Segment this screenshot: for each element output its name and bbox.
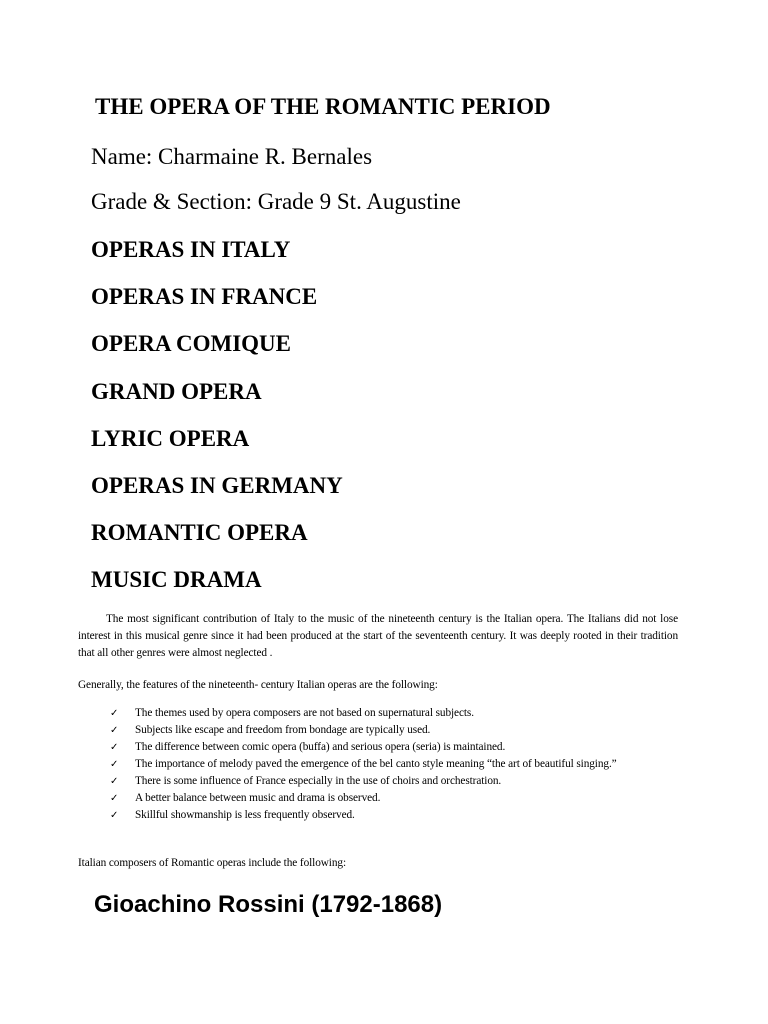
- features-intro: Generally, the features of the nineteenth- century Italian operas are the following:: [78, 679, 438, 691]
- composer-heading: Gioachino Rossini (1792-1868): [94, 891, 443, 918]
- feature-text: Skillful showmanship is less frequently observed.: [135, 809, 355, 821]
- feature-item: [110, 722, 678, 739]
- feature-item: [110, 756, 678, 773]
- feature-text: The themes used by opera composers are not based on supernatural subjects.: [135, 707, 474, 719]
- feature-text: Subjects like escape and freedom from bondage are typically used.: [135, 724, 431, 736]
- feature-text: A better balance between music and drama is observed.: [135, 792, 381, 804]
- topic-heading: LYRIC OPERA: [91, 425, 250, 451]
- checkmark-icon: ✓: [110, 759, 119, 770]
- feature-text: There is some influence of France especially in the use of choirs and orchestration.: [135, 775, 502, 787]
- topic-heading: ROMANTIC OPERA: [91, 520, 308, 546]
- grade-section: Grade & Section: Grade 9 St. Augustine: [91, 189, 461, 214]
- topic-heading: OPERAS IN ITALY: [91, 237, 291, 262]
- feature-text: The difference between comic opera (buffa) and serious opera (seria) is maintained.: [135, 741, 506, 753]
- feature-item: [110, 705, 678, 722]
- feature-item: [110, 773, 678, 790]
- topic-heading: OPERA COMIQUE: [91, 331, 291, 357]
- feature-item: [110, 790, 678, 807]
- topic-heading: MUSIC DRAMA: [91, 567, 262, 593]
- topic-heading: OPERAS IN GERMANY: [91, 472, 343, 498]
- checkmark-icon: ✓: [110, 810, 119, 821]
- feature-item: [110, 807, 678, 824]
- checkmark-icon: ✓: [110, 725, 119, 736]
- checkmark-icon: ✓: [110, 793, 119, 804]
- checkmark-icon: ✓: [110, 776, 119, 787]
- features-list: [110, 705, 678, 824]
- checkmark-icon: ✓: [110, 708, 119, 719]
- intro-paragraph: The most significant contribution of Italy to the music of the nineteenth century is the Italian opera. The Italians did not lose interest in this musical genre since it had been produced at the start of the seventeenth century. It was deeply rooted in their tradition that all other genres were almost neglected .: [78, 613, 678, 659]
- feature-item: [110, 739, 678, 756]
- checkmark-icon: ✓: [110, 742, 119, 753]
- document-title: THE OPERA OF THE ROMANTIC PERIOD: [95, 94, 551, 119]
- topic-heading: OPERAS IN FRANCE: [91, 284, 318, 310]
- student-name: Name: Charmaine R. Bernales: [91, 144, 373, 169]
- topic-heading: GRAND OPERA: [91, 378, 262, 404]
- composers-intro: Italian composers of Romantic operas include the following:: [78, 857, 346, 869]
- feature-text: The importance of melody paved the emergence of the bel canto style meaning “the art of beautiful singing.”: [135, 758, 617, 770]
- topic-list: [91, 235, 343, 613]
